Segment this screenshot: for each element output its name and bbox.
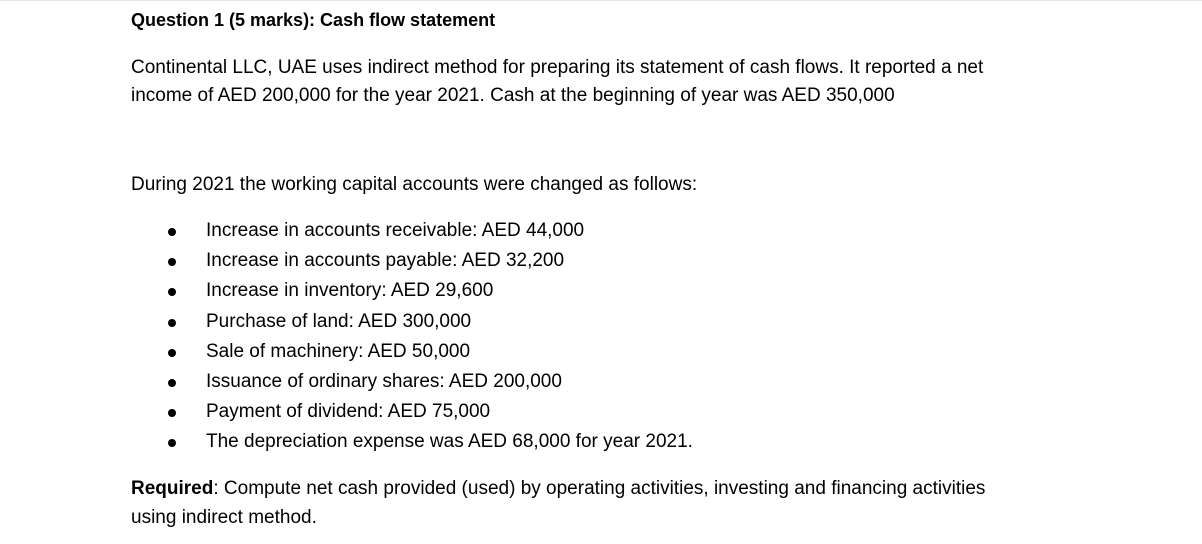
list-item-text: The depreciation expense was AED 68,000 for year 2021. bbox=[206, 431, 693, 453]
bullet-icon bbox=[168, 439, 176, 447]
list-item-text: Increase in accounts payable: AED 32,200 bbox=[206, 250, 565, 272]
top-divider bbox=[0, 0, 1202, 1]
bullet-icon bbox=[168, 258, 176, 266]
list-item-text: Sale of machinery: AED 50,000 bbox=[206, 340, 471, 362]
required-line-2: using indirect method. bbox=[131, 507, 317, 528]
list-item bbox=[131, 248, 693, 278]
bullet-icon bbox=[168, 319, 176, 327]
changes-list bbox=[131, 218, 693, 460]
list-item bbox=[131, 218, 693, 248]
bullet-icon bbox=[168, 409, 176, 417]
required-paragraph bbox=[131, 474, 1071, 532]
list-item bbox=[131, 339, 693, 369]
list-item-text: Payment of dividend: AED 75,000 bbox=[206, 401, 491, 423]
list-item bbox=[131, 429, 693, 459]
list-item bbox=[131, 399, 693, 429]
list-item-text: Purchase of land: AED 300,000 bbox=[206, 310, 472, 332]
bullet-icon bbox=[168, 379, 176, 387]
list-item-text: Issuance of ordinary shares: AED 200,000 bbox=[206, 370, 562, 392]
intro-line-1: Continental LLC, UAE uses indirect method for preparing its statement of cash flows. It reported a net bbox=[131, 57, 984, 78]
required-label: Required bbox=[131, 478, 214, 499]
list-item-text: Increase in accounts receivable: AED 44,000 bbox=[206, 220, 585, 241]
bullet-icon bbox=[168, 288, 176, 296]
list-item bbox=[131, 309, 693, 339]
intro-line-2: income of AED 200,000 for the year 2021. Cash at the beginning of year was AED 350,000 bbox=[131, 85, 895, 106]
changes-heading: During 2021 the working capital accounts were changed as follows: bbox=[131, 174, 698, 195]
required-text: : Compute net cash provided (used) by operating activities, investing and financing activities bbox=[213, 478, 986, 499]
question-title: Question 1 (5 marks): Cash flow statement bbox=[131, 10, 496, 30]
bullet-icon bbox=[168, 228, 176, 236]
list-item bbox=[131, 369, 693, 399]
intro-paragraph bbox=[131, 54, 1071, 110]
required-line-1 bbox=[131, 474, 1071, 503]
list-item bbox=[131, 278, 693, 308]
list-item-text: Increase in inventory: AED 29,600 bbox=[206, 280, 494, 302]
bullet-icon bbox=[168, 349, 176, 357]
